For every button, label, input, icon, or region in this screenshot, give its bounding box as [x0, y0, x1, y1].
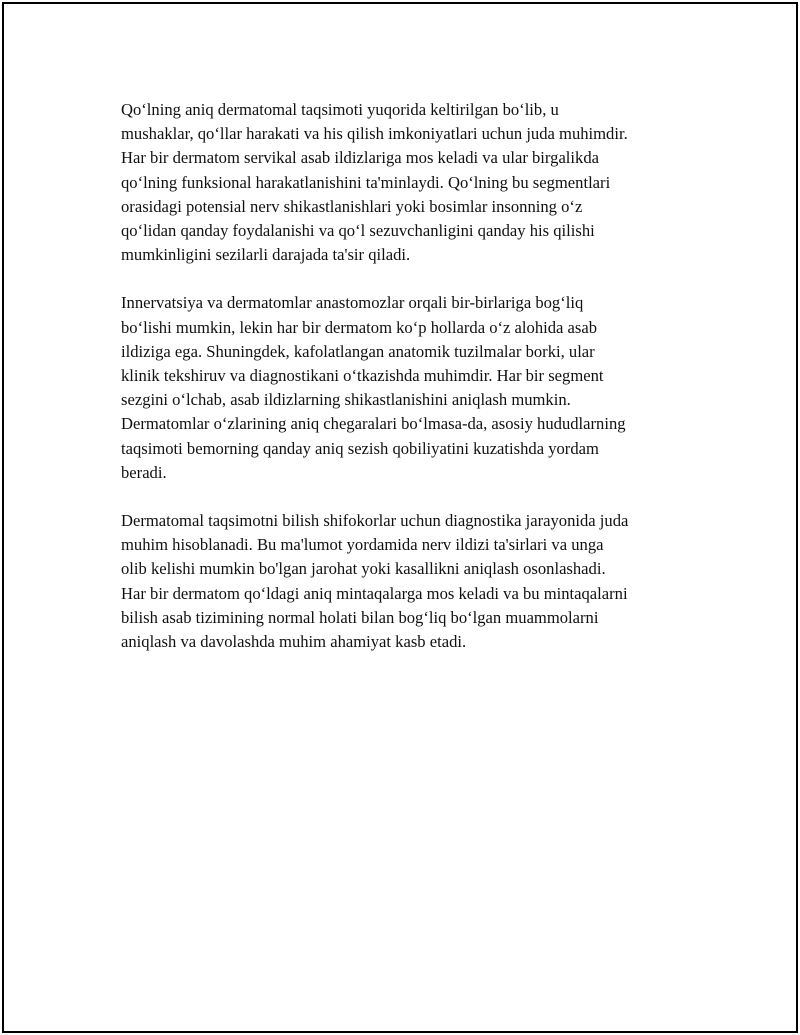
- text-line: sezgini o‘lchab, asab ildizlarning shikastlanishini aniqlash mumkin.: [121, 390, 571, 410]
- text-line: aniqlash va davolashda muhim ahamiyat kasb etadi.: [121, 632, 467, 652]
- text-line: ildiziga ega. Shuningdek, kafolatlangan anatomik tuzilmalar borki, ular: [121, 341, 595, 361]
- text-line: qo‘lning funksional harakatlanishini ta'minlaydi. Qo‘lning bu segmentlari: [121, 172, 611, 192]
- text-line: mushaklar, qo‘llar harakati va his qilish imkoniyatlari uchun juda muhimdir.: [121, 124, 628, 144]
- page-frame: [2, 2, 798, 1033]
- text-line: Dermatomlar o‘zlarining aniq chegaralari bo‘lmasa-da, asosiy hududlarning: [121, 414, 626, 434]
- text-line: muhim hisoblanadi. Bu ma'lumot yordamida nerv ildizi ta'sirlari va unga: [121, 535, 604, 555]
- text-line: qo‘lidan qanday foydalanishi va qo‘l sezuvchanligini qanday his qilishi: [121, 221, 595, 241]
- text-line: Har bir dermatom qo‘ldagi aniq mintaqalarga mos keladi va bu mintaqalarni: [121, 583, 628, 603]
- document-body: [121, 98, 711, 678]
- text-line: olib kelishi mumkin bo'lgan jarohat yoki kasallikni aniqlash osonlashadi.: [121, 559, 606, 579]
- text-line: beradi.: [121, 462, 167, 482]
- text-line: bo‘lishi mumkin, lekin har bir dermatom ko‘p hollarda o‘z alohida asab: [121, 317, 598, 337]
- text-line: orasidagi potensial nerv shikastlanishlari yoki bosimlar insonning o‘z: [121, 196, 583, 216]
- text-line: mumkinligini sezilarli darajada ta'sir qiladi.: [121, 245, 411, 265]
- paragraph-2: [121, 291, 711, 485]
- text-line: Innervatsiya va dermatomlar anastomozlar orqali bir-birlariga bog‘liq: [121, 293, 584, 313]
- text-line: Qo‘lning aniq dermatomal taqsimoti yuqorida keltirilgan bo‘lib, u: [121, 100, 559, 119]
- text-line: Dermatomal taqsimotni bilish shifokorlar uchun diagnostika jarayonida juda: [121, 511, 629, 531]
- paragraph-1: [121, 98, 711, 267]
- paragraph-3: [121, 509, 711, 654]
- text-line: klinik tekshiruv va diagnostikani o‘tkazishda muhimdir. Har bir segment: [121, 366, 604, 386]
- text-line: bilish asab tizimining normal holati bilan bog‘liq bo‘lgan muammolarni: [121, 607, 599, 627]
- text-line: taqsimoti bemorning qanday aniq sezish qobiliyatini kuzatishda yordam: [121, 438, 599, 458]
- text-line: Har bir dermatom servikal asab ildizlariga mos keladi va ular birgalikda: [121, 148, 599, 168]
